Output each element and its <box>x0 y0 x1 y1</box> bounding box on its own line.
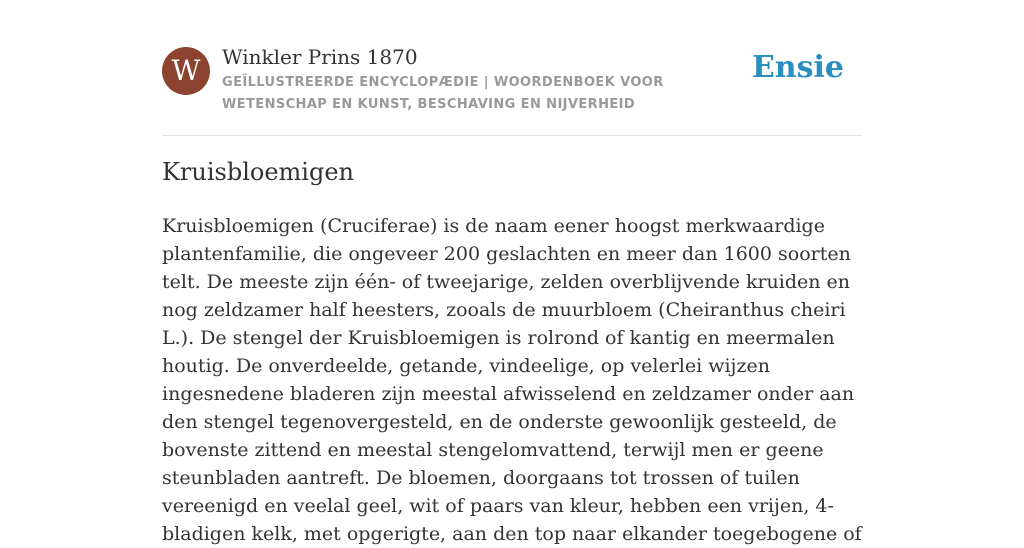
article-body: Kruisbloemigen (Cruciferae) is de naam eener hoogst merkwaardige plantenfamilie, die ongeveer 200 geslachten en meer dan 1600 soorten telt. De meeste zijn één- of tweejarige, zelden overblijvende kruiden en nog zeldzamer half heesters, zooals de muurbloem (Cheiranthus cheiri L.). De stengel der Kruisbloemigen is rolrond of kantig en meermalen houtig. De onverdeelde, getande, vindeelige, op velerlei wijzen ingesnedene bladeren zijn meestal afwisselend en zeldzamer onder aan den stengel tegenovergesteld, en de onderste gewoonlijk gesteeld, de bovenste zittend en meestal stengelomvattend, terwijl men er geene steunbladen aantreft. De bloemen, doorgaans tot trossen of tuilen vereenigd en veelal geel, wit of paars van kleur, hebben een vrijen, 4-bladigen kelk, met opgerigte, aan den top naar elkander toegebogene of <box>162 215 862 545</box>
source-avatar[interactable]: W <box>162 47 210 95</box>
ensie-logo-link[interactable]: Ensie <box>751 50 844 85</box>
article-title: Kruisbloemigen <box>162 158 354 186</box>
source-header <box>162 0 862 136</box>
content-column <box>162 0 862 545</box>
source-subtitle: GEÏLLUSTREERDE ENCYCLOPÆDIE | WOORDENBOEK VOOR WETENSCHAP EN KUNST, BESCHAVING EN NIJVERHEID <box>222 75 664 112</box>
source-title[interactable]: Winkler Prins 1870 <box>222 45 418 69</box>
